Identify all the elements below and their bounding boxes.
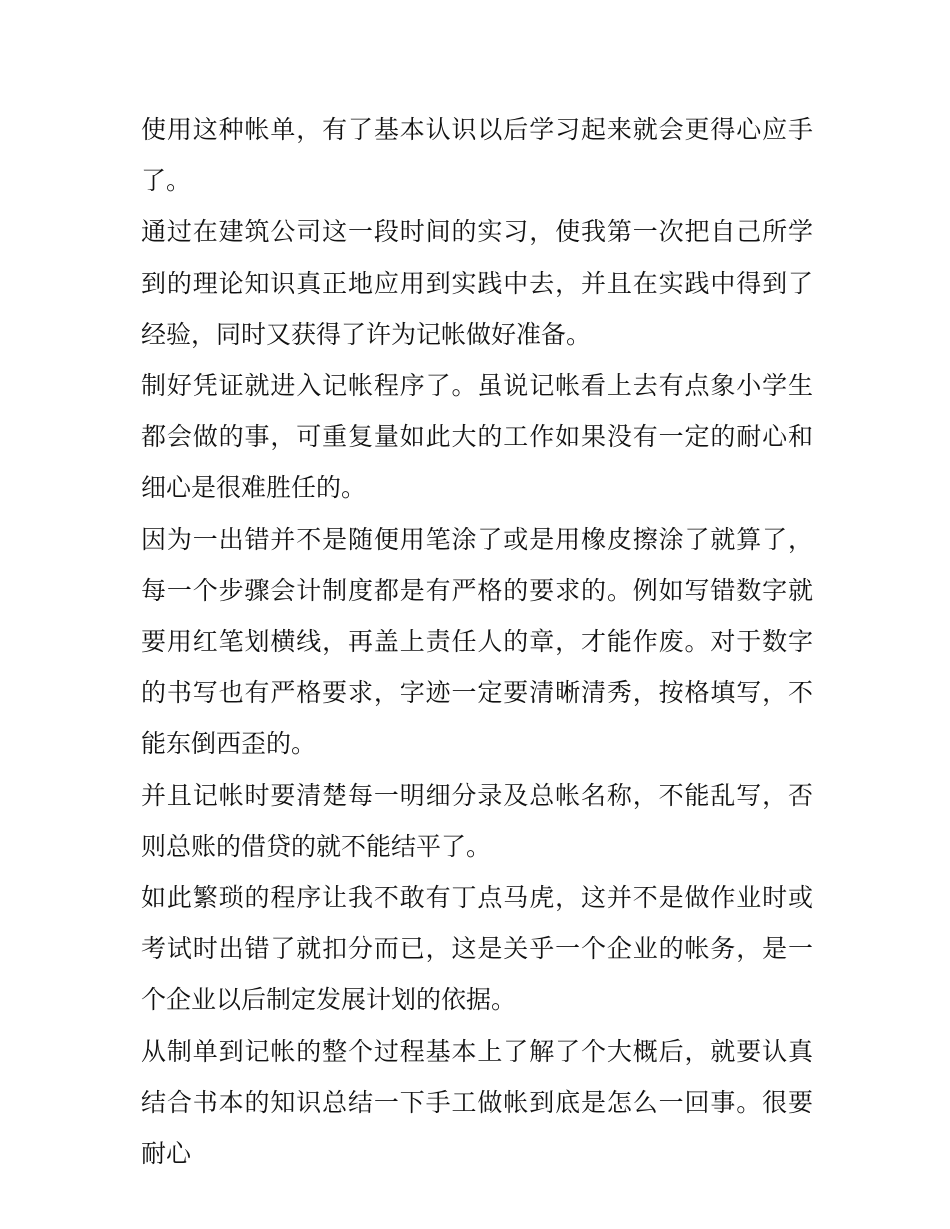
document-body	[141, 104, 813, 1179]
paragraph-3: 制好凭证就进入记帐程序了。虽说记帐看上去有点象小学生都会做的事，可重复量如此大的工作如果没有一定的耐心和细心是很难胜任的。	[141, 371, 813, 503]
paragraph-7: 从制单到记帐的整个过程基本上了解了个大概后，就要认真结合书本的知识总结一下手工做帐到底是怎么一回事。很要耐心	[141, 1036, 813, 1169]
paragraph-1: 使用这种帐单，有了基本认识以后学习起来就会更得心应手了。	[141, 115, 813, 196]
paragraph-5: 并且记帐时要清楚每一明细分录及总帐名称，不能乱写，否则总账的借贷的就不能结平了。	[141, 780, 813, 861]
paragraph-6: 如此繁琐的程序让我不敢有丁点马虎，这并不是做作业时或考试时出错了就扣分而已，这是关乎一个企业的帐务，是一个企业以后制定发展计划的依据。	[141, 883, 813, 1015]
paragraph-2: 通过在建筑公司这一段时间的实习，使我第一次把自己所学到的理论知识真正地应用到实践中去，并且在实践中得到了经验，同时又获得了许为记帐做好准备。	[141, 217, 813, 349]
paragraph-4: 因为一出错并不是随便用笔涂了或是用橡皮擦涂了就算了，每一个步骤会计制度都是有严格的要求的。例如写错数字就要用红笔划横线，再盖上责任人的章，才能作废。对于数字的书写也有严格要求，字迹一定要清晰清秀，按格填写，不能东倒西歪的。	[141, 524, 813, 759]
